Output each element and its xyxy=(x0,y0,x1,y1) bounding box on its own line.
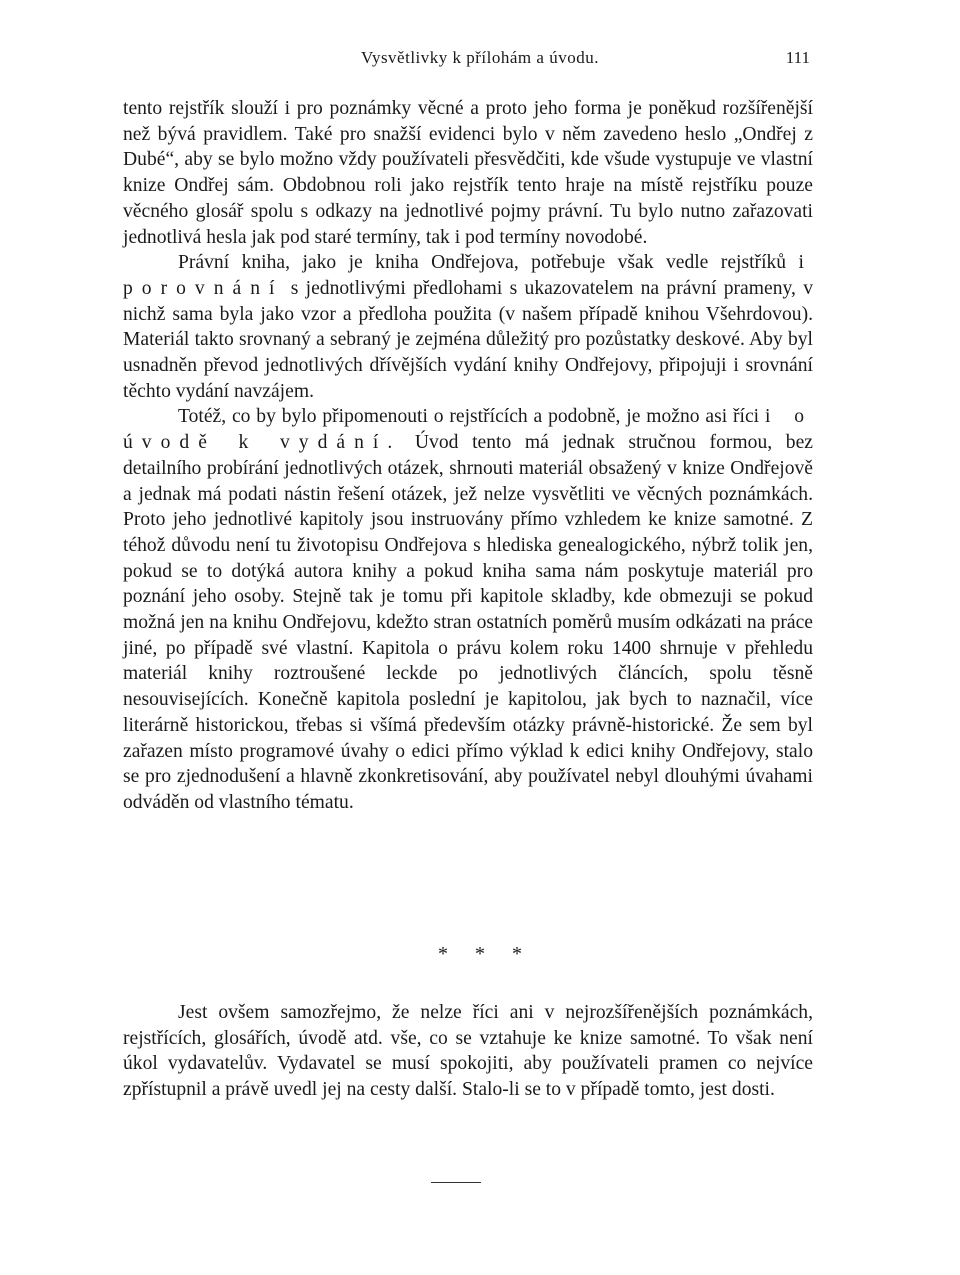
running-title: Vysvětlivky k přílohám a úvodu. xyxy=(361,48,599,67)
paragraph-3-part-b: Úvod tento má jednak stručnou formou, bez detailního probírání jednotlivých otázek, shrnouti materiál obsažený v knize Ondřejově a jednak má podati nástin řešení otázek, jež nelze vysvětliti ve věcných poznámkách. Proto jeho jednotlivé kapitoly jsou instruovány přímo vzhledem ke knize samotné. Z téhož důvodu není tu životopisu Ondřejova s hlediska genealogického, nýbrž tolik jen, pokud se to dotýká autora knihy a pokud kniha sama nám poskytuje materiál pro poznání jeho osoby. Stejně tak je tomu při kapitole skladby, kde obmezuji se pokud možná jen na knihu Ondřejovu, kdežto stran ostatních poměrů musím odkázati na práce jiné, po případě své vlastní. Kapitola o právu kolem roku 1400 shrnuje v přehledu materiál knihy roztroušené leckde po jednotlivých článcích, spolu těsně nesouvisejících. Konečně kapitola poslední je kapitolou, jak bych to naznačil, více literárně historickou, třebas si všímá především otázky právně-historické. Že sem byl zařazen místo programové úvahy o edici přímo výklad k edici knihy Ondřejovy, stalo se pro zjednodušení a hlavně zkonkretisování, aby používatel nebyl dlouhými úvahami odváděn od vlastního tématu. xyxy=(123,432,813,813)
paragraph-3 xyxy=(123,404,813,815)
asterisk-2: * xyxy=(475,943,485,965)
paragraph-1: tento rejstřík slouží i pro poznámky věcné a proto jeho forma je poněkud rozšířenější než bývá pravidlem. Také pro snažší evidenci bylo v něm zavedeno heslo „Ondřej z Dubé“, aby se bylo možno vždy používateli přesvědčiti, kde všude vystupuje ve vlastní knize Ondřej sám. Obdobnou roli jako rejstřík tento hraje na místě rejstříku pouze věcného glosář spolu s odkazy na jednotlivé pojmy právní. Tu bylo nutno zařazovati jednotlivá hesla jak pod staré termíny, tak i pod termíny novodobé. xyxy=(123,98,813,248)
paragraph-2 xyxy=(123,250,813,404)
asterisk-3: * xyxy=(512,943,522,965)
closing-text xyxy=(123,1000,813,1103)
main-text xyxy=(123,96,813,816)
page-number: 111 xyxy=(785,48,810,67)
section-separator xyxy=(0,943,960,966)
spaced-emphasis: i o úvodě k vydání. xyxy=(123,406,814,454)
paragraph-2-part-b: s jednotlivými předlohami s ukazovatelem na právní prameny, v nichž sama byla jako vzor a předloha použita (v našem případě knihou Všehrdovou). Materiál takto srovnaný a sebraný je zejména důležitý pro pozůstatky deskové. Aby byl usnadněn převod jednotlivých dřívějších vydání knihy Ondřejovy, připojuji i srovnání těchto vydání navzájem. xyxy=(123,277,813,402)
spaced-emphasis: i porovnání xyxy=(123,252,813,299)
end-rule xyxy=(431,1182,481,1183)
paragraph-2-part-a: Právní kniha, jako je kniha Ondřejova, potřebuje však vedle rejstříků xyxy=(178,252,799,274)
paragraph-3-part-a: Totéž, co by bylo připomenouti o rejstřících a podobně, je možno asi říci xyxy=(178,406,765,428)
running-header xyxy=(0,44,960,74)
paragraph-4: Jest ovšem samozřejmo, že nelze říci ani v nejrozšířenějších poznámkách, rejstřících, glosářích, úvodě atd. vše, co se vztahuje ke knize samotné. To však není úkol vydavatelův. Vydavatel se musí spokojiti, aby používateli pramen co nejvíce zpřístupnil a právě uvedl jej na cesty další. Stalo-li se to v případě tomto, jest dosti. xyxy=(123,1002,813,1101)
asterisk-1: * xyxy=(438,943,448,965)
